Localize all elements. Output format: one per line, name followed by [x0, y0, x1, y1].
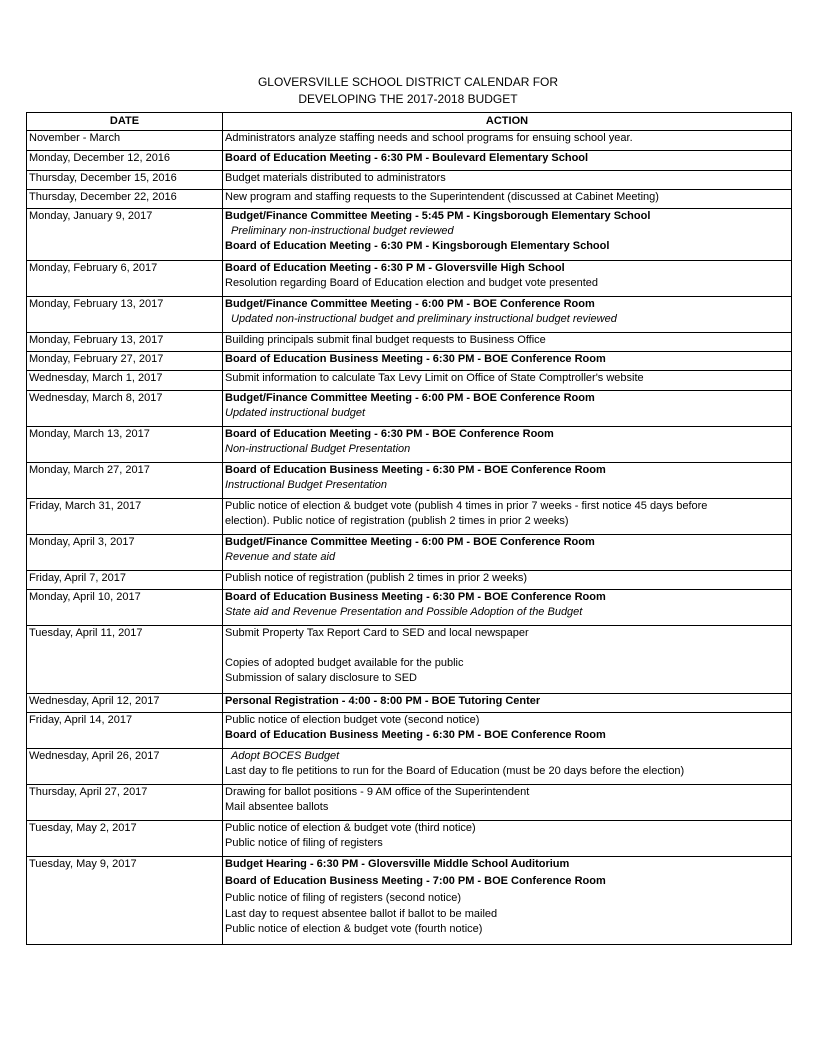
action-line: Public notice of election budget vote (second notice) — [225, 714, 480, 726]
date-cell: Tuesday, May 2, 2017 — [27, 821, 223, 857]
action-cell — [223, 171, 792, 190]
table-row — [27, 190, 792, 209]
action-line: Submit information to calculate Tax Levy Limit on Office of State Comptroller's website — [225, 372, 644, 384]
action-cell — [223, 857, 792, 945]
action-line: Budget materials distributed to administrators — [225, 172, 446, 184]
date-cell: Thursday, December 22, 2016 — [27, 190, 223, 209]
table-row — [27, 499, 792, 535]
date-cell: Wednesday, March 1, 2017 — [27, 371, 223, 391]
date-cell: November - March — [27, 131, 223, 151]
title-line-2: DEVELOPING THE 2017-2018 BUDGET — [298, 92, 518, 106]
table-row — [27, 131, 792, 151]
date-cell: Monday, April 3, 2017 — [27, 535, 223, 571]
date-cell: Friday, April 7, 2017 — [27, 571, 223, 590]
action-line: Board of Education Meeting - 6:30 PM - Boulevard Elementary School — [225, 152, 589, 164]
action-line: Board of Education Meeting - 6:30 PM - BOE Conference Room — [225, 428, 554, 440]
action-cell — [223, 626, 792, 694]
action-line: New program and staffing requests to the Superintendent (discussed at Cabinet Meeting) — [225, 191, 659, 203]
action-line: Board of Education Business Meeting - 6:30 PM - BOE Conference Room — [225, 591, 606, 603]
action-cell — [223, 821, 792, 857]
table-row — [27, 352, 792, 371]
action-line: Budget/Finance Committee Meeting - 6:00 PM - BOE Conference Room — [225, 536, 595, 548]
action-line: election). Public notice of registration (publish 2 times in prior 2 weeks) — [225, 515, 569, 528]
action-line: Revenue and state aid — [225, 551, 336, 564]
action-cell — [223, 151, 792, 171]
action-cell — [223, 499, 792, 535]
table-row — [27, 371, 792, 391]
document-title — [26, 74, 790, 108]
table-row — [27, 713, 792, 749]
action-cell — [223, 190, 792, 209]
action-line: Adopt BOCES Budget — [231, 750, 340, 762]
table-row — [27, 297, 792, 333]
action-line: Submission of salary disclosure to SED — [225, 672, 417, 685]
action-line: Updated non-instructional budget and preliminary instructional budget reviewed — [231, 313, 617, 326]
table-row — [27, 333, 792, 352]
table-row — [27, 151, 792, 171]
action-line: Budget/Finance Committee Meeting - 6:00 PM - BOE Conference Room — [225, 298, 595, 310]
table-row — [27, 535, 792, 571]
action-line: Copies of adopted budget available for the public — [225, 657, 464, 670]
date-cell: Wednesday, April 26, 2017 — [27, 749, 223, 785]
action-line: Board of Education Meeting - 6:30 P M - Gloversville High School — [225, 262, 565, 274]
action-column-header: ACTION — [223, 113, 792, 131]
action-line: Board of Education Business Meeting - 6:30 PM - BOE Conference Room — [225, 729, 606, 742]
title-line-1: GLOVERSVILLE SCHOOL DISTRICT CALENDAR FOR — [257, 75, 559, 89]
table-row — [27, 785, 792, 821]
action-line: Non-instructional Budget Presentation — [225, 443, 411, 456]
action-line: State aid and Revenue Presentation and Possible Adoption of the Budget — [225, 606, 583, 619]
action-line: Drawing for ballot positions - 9 AM office of the Superintendent — [225, 786, 530, 798]
date-cell: Monday, February 27, 2017 — [27, 352, 223, 371]
action-cell — [223, 352, 792, 371]
table-row — [27, 749, 792, 785]
table-row — [27, 590, 792, 626]
action-line: Mail absentee ballots — [225, 801, 329, 814]
action-cell — [223, 209, 792, 261]
action-line: Board of Education Business Meeting - 6:30 PM - BOE Conference Room — [225, 353, 606, 365]
date-cell: Tuesday, May 9, 2017 — [27, 857, 223, 945]
action-line: Last day to fle petitions to run for the Board of Education (must be 20 days before the election) — [225, 765, 685, 778]
action-line: Public notice of filing of registers (second notice) — [225, 892, 462, 905]
date-cell: Wednesday, April 12, 2017 — [27, 694, 223, 713]
action-line: Submit Property Tax Report Card to SED and local newspaper — [225, 627, 529, 639]
action-cell — [223, 333, 792, 352]
date-cell: Friday, March 31, 2017 — [27, 499, 223, 535]
action-line: Budget Hearing - 6:30 PM - Gloversville Middle School Auditorium — [225, 858, 570, 870]
date-cell: Monday, March 27, 2017 — [27, 463, 223, 499]
action-line: Public notice of filing of registers — [225, 837, 383, 850]
action-cell — [223, 427, 792, 463]
table-row — [27, 626, 792, 694]
action-line: Board of Education Business Meeting - 7:00 PM - BOE Conference Room — [225, 875, 606, 888]
action-line: Budget/Finance Committee Meeting - 5:45 PM - Kingsborough Elementary School — [225, 210, 651, 222]
date-cell: Monday, February 13, 2017 — [27, 297, 223, 333]
header-row — [27, 113, 792, 131]
table-row — [27, 857, 792, 945]
action-cell — [223, 463, 792, 499]
date-cell: Friday, April 14, 2017 — [27, 713, 223, 749]
table-row — [27, 391, 792, 427]
action-line: Publish notice of registration (publish 2 times in prior 2 weeks) — [225, 572, 528, 584]
table-row — [27, 463, 792, 499]
date-cell: Monday, February 6, 2017 — [27, 261, 223, 297]
action-cell — [223, 694, 792, 713]
action-cell — [223, 571, 792, 590]
action-line: Public notice of election & budget vote (fourth notice) — [225, 922, 483, 935]
date-cell: Monday, December 12, 2016 — [27, 151, 223, 171]
action-cell — [223, 590, 792, 626]
action-cell — [223, 749, 792, 785]
action-cell — [223, 713, 792, 749]
action-line: Budget/Finance Committee Meeting - 6:00 PM - BOE Conference Room — [225, 392, 595, 404]
action-line: Board of Education Business Meeting - 6:30 PM - BOE Conference Room — [225, 464, 606, 476]
action-cell — [223, 297, 792, 333]
date-cell: Monday, February 13, 2017 — [27, 333, 223, 352]
date-cell: Wednesday, March 8, 2017 — [27, 391, 223, 427]
action-cell — [223, 535, 792, 571]
action-line: Last day to request absentee ballot if ballot to be mailed — [225, 907, 498, 920]
action-line: Administrators analyze staffing needs and school programs for ensuing school year. — [225, 132, 633, 144]
date-cell: Tuesday, April 11, 2017 — [27, 626, 223, 694]
date-cell: Monday, January 9, 2017 — [27, 209, 223, 261]
action-line: Personal Registration - 4:00 - 8:00 PM - BOE Tutoring Center — [225, 695, 541, 707]
budget-calendar-table — [26, 112, 792, 945]
table-row — [27, 694, 792, 713]
action-cell — [223, 131, 792, 151]
date-column-header: DATE — [27, 113, 223, 131]
table-row — [27, 571, 792, 590]
date-cell: Monday, April 10, 2017 — [27, 590, 223, 626]
action-line: Instructional Budget Presentation — [225, 479, 388, 492]
date-cell: Monday, March 13, 2017 — [27, 427, 223, 463]
date-cell: Thursday, April 27, 2017 — [27, 785, 223, 821]
table-row — [27, 261, 792, 297]
table-row — [27, 821, 792, 857]
action-line: Public notice of election & budget vote (publish 4 times in prior 7 weeks - first notice 45 days before — [225, 500, 708, 512]
table-row — [27, 171, 792, 190]
table-row — [27, 209, 792, 261]
action-line: Resolution regarding Board of Education election and budget vote presented — [225, 277, 599, 290]
action-line: Building principals submit final budget requests to Business Office — [225, 334, 546, 346]
spacer — [225, 641, 789, 656]
action-cell — [223, 785, 792, 821]
action-line: Updated instructional budget — [225, 407, 366, 420]
action-line: Board of Education Meeting - 6:30 PM - Kingsborough Elementary School — [225, 240, 610, 253]
action-line: Preliminary non-instructional budget reviewed — [231, 225, 454, 238]
action-cell — [223, 371, 792, 391]
table-row — [27, 427, 792, 463]
action-line: Public notice of election & budget vote (third notice) — [225, 822, 476, 834]
action-cell — [223, 391, 792, 427]
action-cell — [223, 261, 792, 297]
date-cell: Thursday, December 15, 2016 — [27, 171, 223, 190]
